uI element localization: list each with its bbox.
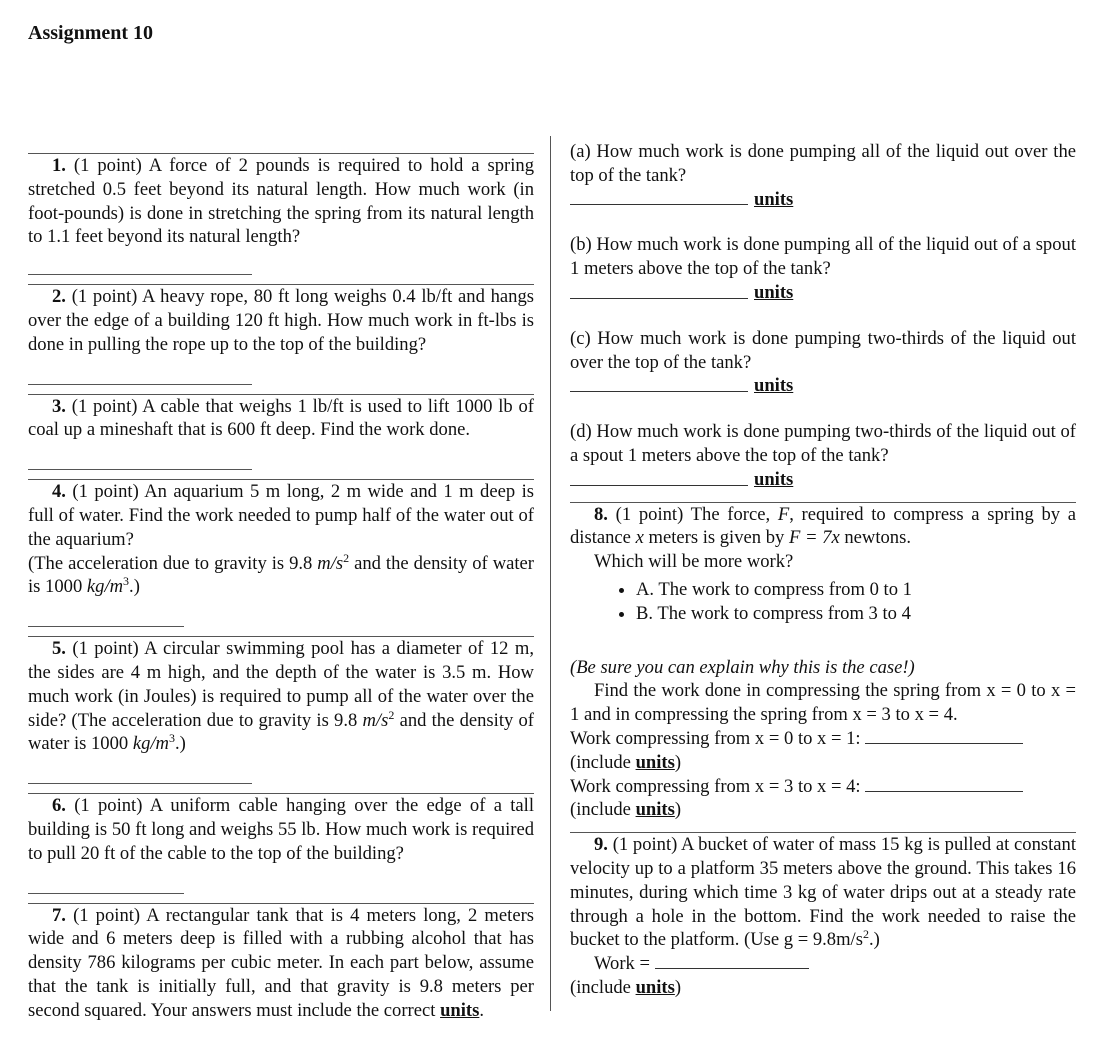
answer-7c[interactable]: units [570, 374, 1076, 398]
include-units-1: (include units) [570, 751, 682, 773]
include-units-9: (include units) [570, 976, 682, 998]
page-title: Assignment 10 [28, 22, 154, 44]
option-a[interactable]: • A. The work to compress from 0 to 1 [636, 578, 1076, 602]
answer-blank-3[interactable] [28, 468, 252, 470]
answer-7a[interactable]: units [570, 188, 1076, 212]
problem-2: 2. (1 point) A heavy rope, 80 ft long weighs 0.4 lb/ft and hangs over the edge of a building 120 ft high. How much work in ft-lbs is done in pulling the rope up to the top of the building? [28, 286, 534, 355]
problem-9: 9. (1 point) A bucket of water of mass 15 kg is pulled at constant velocity up to a platform 35 meters above the ground. This takes 16 minutes, during which time 3 kg of water drips out at a steady rate through a hole in the bottom. Find the work needed to raise the bucket to the platform. (Use $g = 9.8m/s^2$.) [570, 834, 1076, 951]
answer-blank-2[interactable] [28, 383, 252, 385]
problem-7a: (a) How much work is done pumping all of the liquid out over the top of the tank? [570, 141, 1076, 186]
answer-blank-5[interactable] [28, 782, 252, 784]
left-column [28, 140, 534, 1023]
problem-8: 8. (1 point) The force, F, required to compress a spring by a distance x meters is given by F = 7x newtons. [570, 503, 1077, 549]
problem-5: 5. (1 point) A circular swimming pool has a diameter of 12 m, the sides are 4 m high, and the depth of the water is 3.5 m. How much work (in Joules) is required to pump all of the water over the side? (The acceleration due to gravity is 9.8 $m/s^2$ and the density of water is 1000 $kg/m^3$.) [28, 638, 535, 755]
work-2-blank[interactable] [865, 790, 1023, 792]
problem-8-explain: (Be sure you can explain why this is the case!) [570, 656, 915, 678]
answer-blank-6[interactable] [28, 892, 184, 894]
work-row: Work = [570, 952, 1076, 976]
answer-blank-1[interactable] [28, 273, 252, 275]
problem-3: 3. (1 point) A cable that weighs 1 lb/ft is used to lift 1000 lb of coal up a mineshaft that is 600 ft deep. Find the work done. [28, 395, 534, 441]
problem-6: 6. (1 point) A uniform cable hanging over the edge of a tall building is 50 ft long and weighs 55 lb. How much work is required to pull 20 ft of the cable to the top of the building? [28, 795, 534, 864]
work-2-row: Work compressing from x = 3 to x = 4: [570, 775, 1076, 799]
problem-7d: (d) How much work is done pumping two-thirds of the liquid out of a spout 1 meters above the top of the tank? [570, 421, 1076, 466]
work-1-blank[interactable] [865, 742, 1023, 744]
problem-7b: (b) How much work is done pumping all of the liquid out of a spout 1 meters above the top of the tank? [570, 234, 1076, 280]
problem-8-question: Which will be more work? [594, 551, 794, 573]
answer-blank-4[interactable] [28, 625, 184, 627]
problem-7c: (c) How much work is done pumping two-thirds of the liquid out over the top of the tank? [570, 327, 1076, 373]
right-column [570, 140, 1076, 1000]
include-units-2: (include units) [570, 799, 682, 821]
answer-7d[interactable]: units [570, 468, 1076, 492]
problem-4-note: (The acceleration due to gravity is 9.8 $m/s^2$ and the density of water is 1000 $kg/m^3$.) [28, 550, 535, 598]
problem-8-find: Find the work done in compressing the spring from x = 0 to x = 1 and in compressing the spring from x = 3 to x = 4. [570, 680, 1076, 726]
option-b[interactable]: • B. The work to compress from 3 to 4 [636, 602, 1076, 626]
problem-8-options [570, 578, 1076, 626]
work-1-row: Work compressing from x = 0 to x = 1: [570, 727, 1076, 751]
problem-4: 4. (1 point) An aquarium 5 m long, 2 m wide and 1 m deep is full of water. Find the work needed to pump half of the water out of the aquarium? [28, 481, 535, 550]
answer-7b[interactable]: units [570, 281, 1076, 305]
problem-7: 7. (1 point) A rectangular tank that is 4 meters long, 2 meters wide and 6 meters deep is filled with a rubbing alcohol that has density 786 kilograms per cubic meter. In each part below, assume that the tank is initially full, and that gravity is 9.8 meters per second squared. Your answers must include the correct units. [28, 904, 534, 1021]
column-divider [550, 136, 551, 1011]
work-blank[interactable] [655, 967, 809, 969]
problem-1: 1. (1 point) A force of 2 pounds is required to hold a spring stretched 0.5 feet beyond its natural length. How much work (in foot-pounds) is done in stretching the spring from its natural length to 1.1 feet beyond its natural length? [28, 155, 535, 248]
